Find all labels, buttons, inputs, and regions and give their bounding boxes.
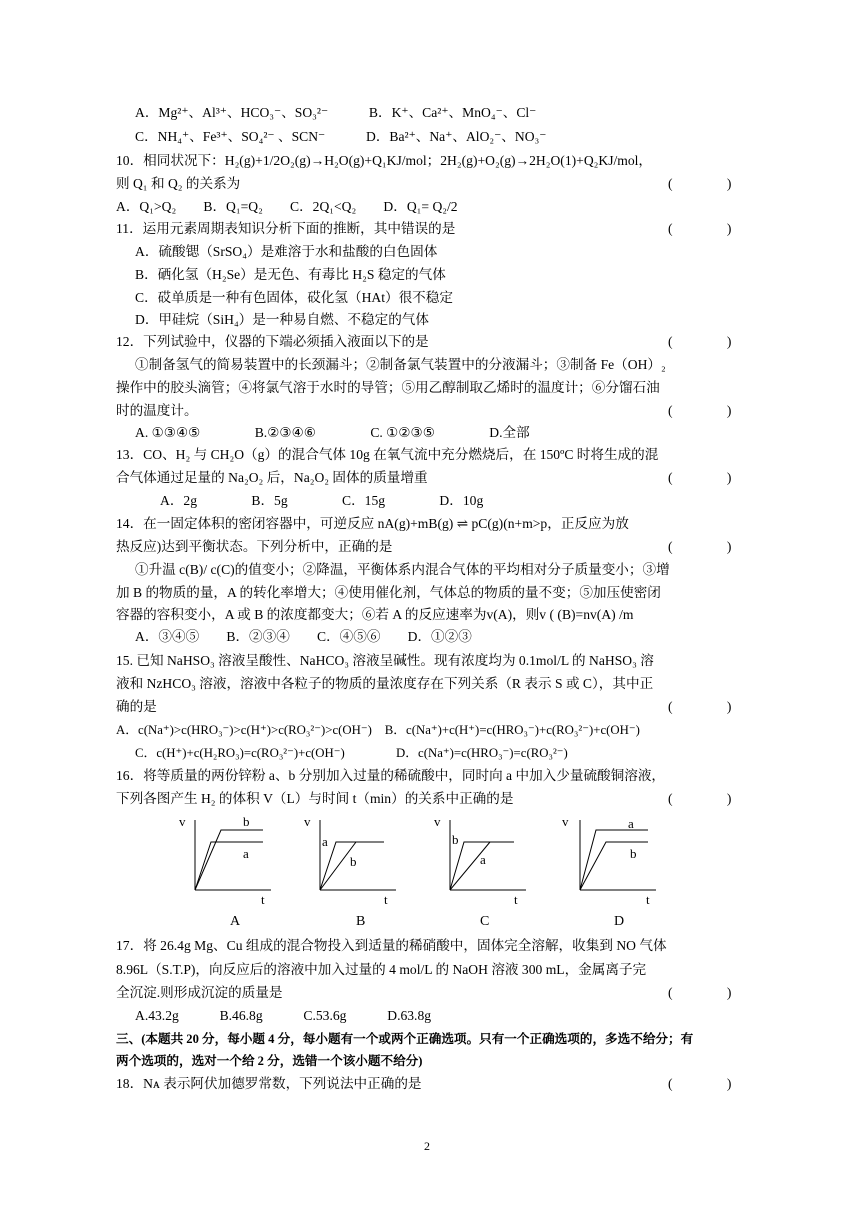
q10-options: A．Q₁>Q₂ B．Q₁=Q₂ C．2Q₁<Q₂ D．Q₁= Q₂/2 [116, 199, 458, 214]
graph-a [175, 812, 275, 924]
q16-stem-2: 下列各图产生 H₂ 的体积 V（L）与时间 t（min）的关系中正确的是 [116, 791, 514, 806]
curve-label-b: b [630, 846, 637, 861]
q15-stem-3: 确的是 [116, 699, 157, 714]
curve-label-a: a [322, 834, 328, 849]
q11-option-c: C．砹单质是一种有色固体，砹化氢（HAt）很不稳定 [135, 290, 453, 305]
answer-bracket: ( ) [668, 985, 732, 1000]
q12-stem: 12．下列试验中，仪器的下端必须插入液面以下的是 [116, 334, 429, 349]
q14-stem-1: 14．在一固定体积的密闭容器中，可逆反应 nA(g)+mB(g) ⇌ pC(g)(n+m>p，正反应为放 [116, 516, 629, 531]
graph-label-b: B [356, 914, 366, 929]
q12-items-2: 操作中的胶头滴管；④将氯气溶于水时的导管；⑤用乙醇制取乙烯时的温度计；⑥分馏石油 [116, 380, 660, 395]
curve-label-a: a [243, 846, 249, 861]
q11-option-d: D．甲硅烷（SiH₄）是一种易自燃、不稳定的气体 [135, 312, 429, 327]
answer-bracket: ( ) [668, 539, 732, 554]
axis-label-t: t [261, 892, 265, 907]
curve-label-b: b [350, 854, 357, 869]
answer-bracket: ( ) [668, 221, 732, 236]
curve-label-b: b [243, 814, 250, 829]
q12-options: A. ①③④⑤ B.②③④⑥ C. ①②③⑤ D.全部 [135, 425, 530, 440]
q10-stem-1: 10．相同状况下：H₂(g)+1/2O₂(g)→H₂O(g)+Q₁KJ/mol；2H₂(g)+O₂(g)→2H₂O(1)+Q₂KJ/mol， [116, 153, 653, 168]
page-number: 2 [424, 1139, 430, 1153]
curve-label-a: a [628, 816, 634, 831]
axis-label-t: t [384, 892, 388, 907]
q15-stem-1: 15. 已知 NaHSO₃ 溶液呈酸性、NaHCO₃ 溶液呈碱性。现有浓度均为 0.1mol/L 的 NaHSO₃ 溶 [116, 653, 654, 668]
q17-options: A.43.2g B.46.8g C.53.6g D.63.8g [135, 1008, 432, 1023]
q10-stem-2: 则 Q₁ 和 Q₂ 的关系为 [116, 176, 241, 191]
q15-options-ab: A．c(Na⁺)>c(HRO₃⁻)>c(H⁺)>c(RO₃²⁻)>c(OH⁻) B．c(Na⁺)+c(H⁺)=c(HRO₃⁻)+c(RO₃²⁻)+c(OH⁻) [116, 723, 640, 737]
answer-bracket: ( ) [668, 470, 732, 485]
axis-label-t: t [646, 892, 650, 907]
axis-label-v: v [179, 814, 186, 829]
q14-items-2: 加 B 的物质的量，A 的转化率增大；④使用催化剂，气体总的物质的量不变；⑤加压使密闭 [116, 585, 661, 600]
axis-label-v: v [562, 814, 569, 829]
answer-bracket: ( ) [668, 334, 732, 349]
axis-label-v: v [304, 814, 311, 829]
q15-options-cd: C．c(H⁺)+c(H₂RO₃)=c(RO₃²⁻)+c(OH⁻) D．c(Na⁺)=c(HRO₃⁻)=c(RO₃²⁻) [135, 746, 568, 760]
q18-stem: 18．Nᴀ 表示阿伏加德罗常数，下列说法中正确的是 [116, 1076, 422, 1091]
answer-bracket: ( ) [668, 403, 732, 418]
q12-items-1: ①制备氢气的简易装置中的长颈漏斗；②制备氯气装置中的分液漏斗；③制备 Fe（OH）₂ [135, 357, 666, 372]
q11-stem: 11．运用元素周期表知识分析下面的推断，其中错误的是 [116, 221, 456, 236]
q14-options: A．③④⑤ B．②③④ C．④⑤⑥ D．①②③ [135, 629, 472, 644]
q9-options-ab: A．Mg²⁺、Al³⁺、HCO₃⁻、SO₃²⁻ B．K⁺、Ca²⁺、MnO₄⁻、Cl⁻ [135, 105, 537, 120]
section-3-header-1: 三、(本题共 20 分，每小题 4 分，每小题有一个或两个正确选项。只有一个正确选项的，多选不给分；有 [116, 1032, 694, 1046]
q11-option-b: B．硒化氢（H₂Se）是无色、有毒比 H₂S 稳定的气体 [135, 267, 446, 282]
q17-stem-1: 17．将 26.4g Mg、Cu 组成的混合物投入到适量的稀硝酸中，固体完全溶解，收集到 NO 气体 [116, 938, 667, 953]
graph-label-c: C [480, 914, 490, 929]
q11-option-a: A．硫酸锶（SrSO₄）是难溶于水和盐酸的白色固体 [135, 244, 438, 259]
q9-options-cd: C．NH₄⁺、Fe³⁺、SO₄²⁻ 、SCN⁻ D．Ba²⁺、Na⁺、AlO₂⁻、NO₃⁻ [135, 129, 547, 144]
answer-bracket: ( ) [668, 176, 732, 191]
curve-label-b: b [452, 832, 459, 847]
curve-label-a: a [480, 852, 486, 867]
graph-label-a: A [230, 914, 241, 929]
axis-label-v: v [434, 814, 441, 829]
q13-options: A．2g B．5g C．15g D．10g [160, 493, 484, 508]
q17-stem-3: 全沉淀.则形成沉淀的质量是 [116, 985, 283, 1000]
graph-d [560, 812, 660, 924]
q14-items-3: 容器的容积变小，A 或 B 的浓度都变大；⑥若 A 的反应速率为v(A)，则v ( (B)=nv(A) /m [116, 607, 634, 622]
axis-label-t: t [514, 892, 518, 907]
q17-stem-2: 8.96L（S.T.P)，向反应后的溶液中加入过量的 4 mol/L 的 NaOH 溶液 300 mL，金属离子完 [116, 962, 647, 977]
graph-b [300, 812, 400, 924]
q14-stem-2: 热反应)达到平衡状态。下列分析中，正确的是 [116, 539, 393, 554]
q13-stem-2: 合气体通过足量的 Na₂O₂ 后，Na₂O₂ 固体的质量增重 [116, 470, 428, 485]
section-3-header-2: 两个选项的，选对一个给 2 分，选错一个该小题不给分) [116, 1054, 423, 1068]
answer-bracket: ( ) [668, 699, 732, 714]
answer-bracket: ( ) [668, 791, 732, 806]
q15-stem-2: 液和 NzHCO₃ 溶液，溶液中各粒子的物质的量浓度存在下列关系（R 表示 S 或 C），其中正 [116, 676, 654, 691]
q14-items-1: ①升温 c(B)/ c(C)的值变小；②降温，平衡体系内混合气体的平均相对分子质量变小；③增 [135, 562, 670, 577]
graph-c [430, 812, 530, 924]
answer-bracket: ( ) [668, 1076, 732, 1091]
q16-stem-1: 16．将等质量的两份锌粉 a、b 分别加入过量的稀硫酸中，同时向 a 中加入少量硫酸铜溶液， [116, 768, 666, 783]
q13-stem-1: 13．CO、H₂ 与 CH₂O（g）的混合气体 10g 在氧气流中充分燃烧后，在 150ºC 时将生成的混 [116, 447, 659, 462]
graph-label-d: D [614, 914, 625, 929]
q12-items-3: 时的温度计。 [116, 403, 198, 418]
